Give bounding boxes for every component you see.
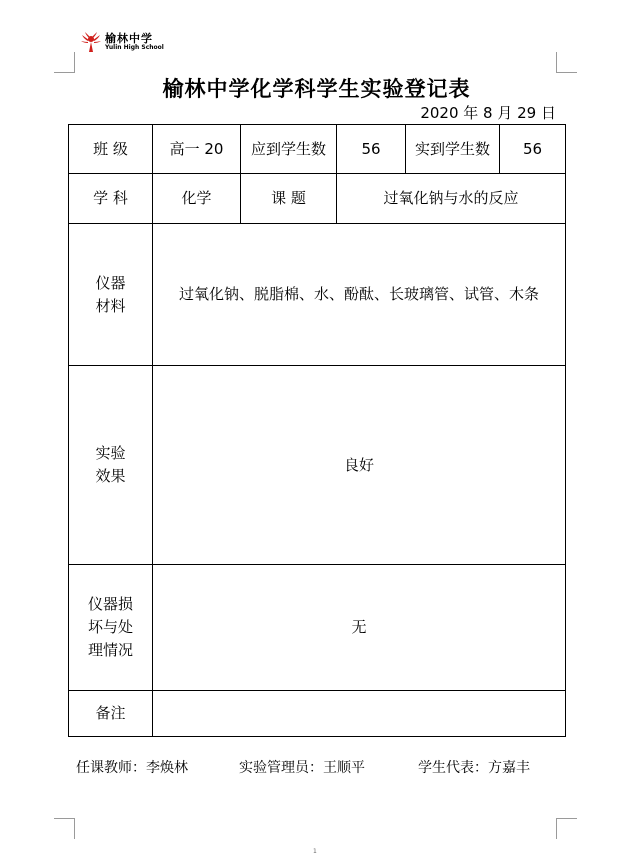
school-emblem-icon <box>80 31 102 53</box>
damage-label-line: 仪器损 <box>87 595 133 613</box>
table-row <box>69 224 566 366</box>
damage-label <box>69 565 153 691</box>
crop-mark-top-left <box>54 52 75 73</box>
effect-value: 良好 <box>153 366 566 565</box>
form-date: 2020 年 8 月 29 日 <box>420 104 556 122</box>
effect-label-line: 实验 <box>95 444 126 462</box>
remark-label: 备注 <box>69 691 153 737</box>
topic-label: 课 题 <box>241 174 337 224</box>
effect-label <box>69 366 153 565</box>
class-value: 高一 20 <box>153 125 241 174</box>
crop-mark-bottom-right <box>556 818 577 839</box>
teacher-signature: 任课教师：李焕林 <box>76 760 188 776</box>
actual-students-label: 实到学生数 <box>406 125 500 174</box>
form-title: 榆林中学化学科学生实验登记表 <box>162 77 471 101</box>
materials-label-line: 材料 <box>95 296 126 315</box>
materials-label <box>69 224 153 366</box>
class-label: 班 级 <box>69 125 153 174</box>
table-row <box>69 691 566 737</box>
damage-value: 无 <box>153 565 566 691</box>
page-number: 1 <box>313 848 317 855</box>
materials-label-line: 仪器 <box>95 273 126 292</box>
registration-table <box>68 124 566 737</box>
school-name-en: Yulin High School <box>105 44 164 51</box>
remark-value <box>153 691 566 737</box>
school-name-cn: 榆林中学 <box>105 32 153 45</box>
materials-value: 过氧化钠、脱脂棉、水、酚酞、长玻璃管、试管、木条 <box>153 224 566 366</box>
subject-value: 化学 <box>153 174 241 224</box>
topic-value: 过氧化钠与水的反应 <box>337 174 566 224</box>
expected-students-value: 56 <box>337 125 406 174</box>
damage-label-line: 坏与处 <box>87 618 133 636</box>
school-logo <box>80 31 164 53</box>
table-row <box>69 565 566 691</box>
expected-students-label: 应到学生数 <box>241 125 337 174</box>
crop-mark-bottom-left <box>54 818 75 839</box>
subject-label: 学 科 <box>69 174 153 224</box>
table-row <box>69 366 566 565</box>
table-row <box>69 125 566 174</box>
crop-mark-top-right <box>556 52 577 73</box>
actual-students-value: 56 <box>500 125 566 174</box>
effect-label-line: 效果 <box>95 467 126 485</box>
student-rep-signature: 学生代表：方嘉丰 <box>418 760 530 776</box>
manager-signature: 实验管理员：王顺平 <box>239 760 365 776</box>
table-row <box>69 174 566 224</box>
damage-label-line: 理情况 <box>87 641 133 659</box>
